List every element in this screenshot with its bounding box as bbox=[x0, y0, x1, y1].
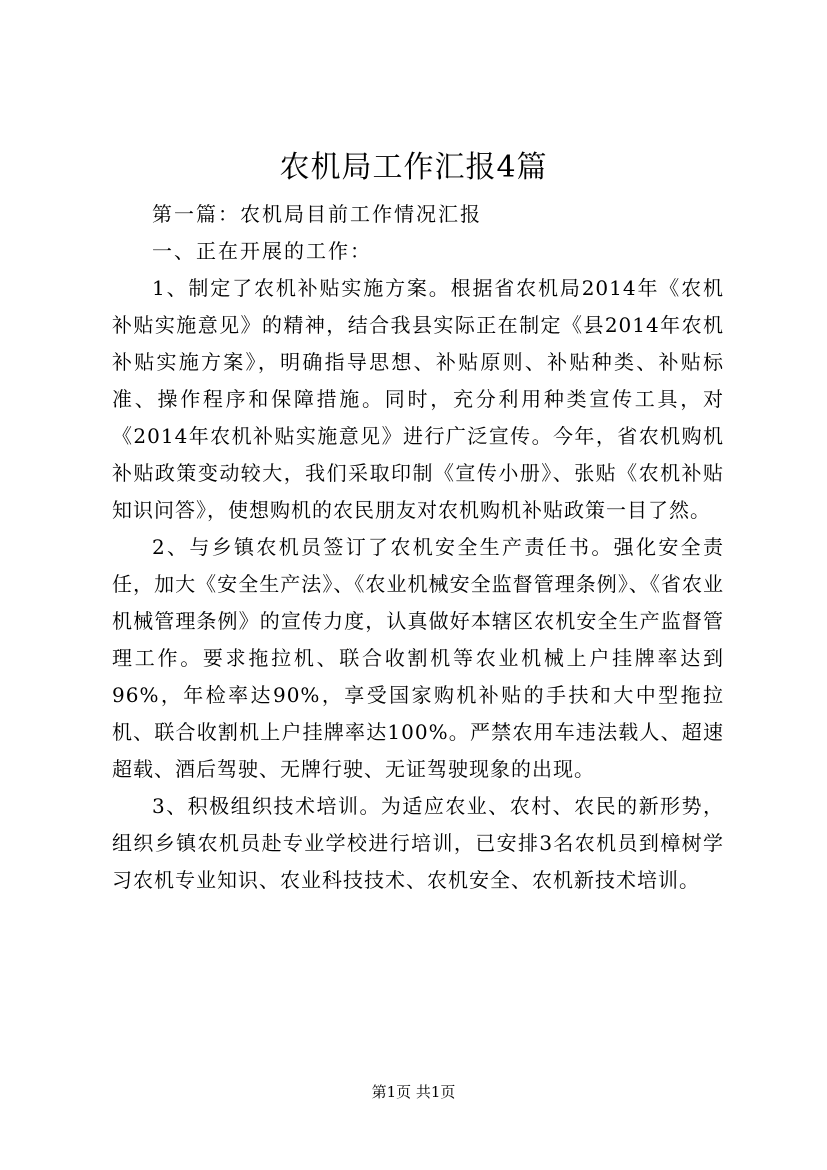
paragraph-1: 1、制定了农机补贴实施方案。根据省农机局2014年《农机补贴实施意见》的精神，结合我县实际正在制定《县2014年农机补贴实施方案》，明确指导思想、补贴原则、补贴种类、补贴标准、操作程序和保障措施。同时，充分利用种类宣传工具，对《2014年农机补贴实施意见》进行广泛宣传。今年，省农机购机补贴政策变动较大，我们采取印制《宣传小册》、张贴《农机补贴知识问答》，使想购机的农民朋友对农机购机补贴政策一目了然。 bbox=[112, 276, 724, 522]
subheading: 一、正在开展的工作： bbox=[152, 239, 372, 263]
section-heading: 第一篇：农机局目前工作情况汇报 bbox=[152, 202, 482, 226]
document-title: 农机局工作汇报4篇 bbox=[279, 150, 548, 185]
page-footer: 第1页 共1页 bbox=[371, 1083, 456, 1101]
paragraph-3: 3、积极组织技术培训。为适应农业、农村、农民的新形势，组织乡镇农机员赴专业学校进行培训，已安排3名农机员到樟树学习农机专业知识、农业科技技术、农机安全、农机新技术培训。 bbox=[112, 794, 724, 892]
document-body bbox=[112, 196, 724, 899]
paragraph-2: 2、与乡镇农机员签订了农机安全生产责任书。强化安全责任，加大《安全生产法》、《农业机械安全监督管理条例》、《省农业机械管理条例》的宣传力度，认真做好本辖区农机安全生产监督管理工作。要求拖拉机、联合收割机等农业机械上户挂牌率达到96%，年检率达90%，享受国家购机补贴的手扶和大中型拖拉机、联合收割机上户挂牌率达100%。严禁农用车违法载人、超速超载、酒后驾驶、无牌行驶、无证驾驶现象的出现。 bbox=[112, 535, 724, 781]
